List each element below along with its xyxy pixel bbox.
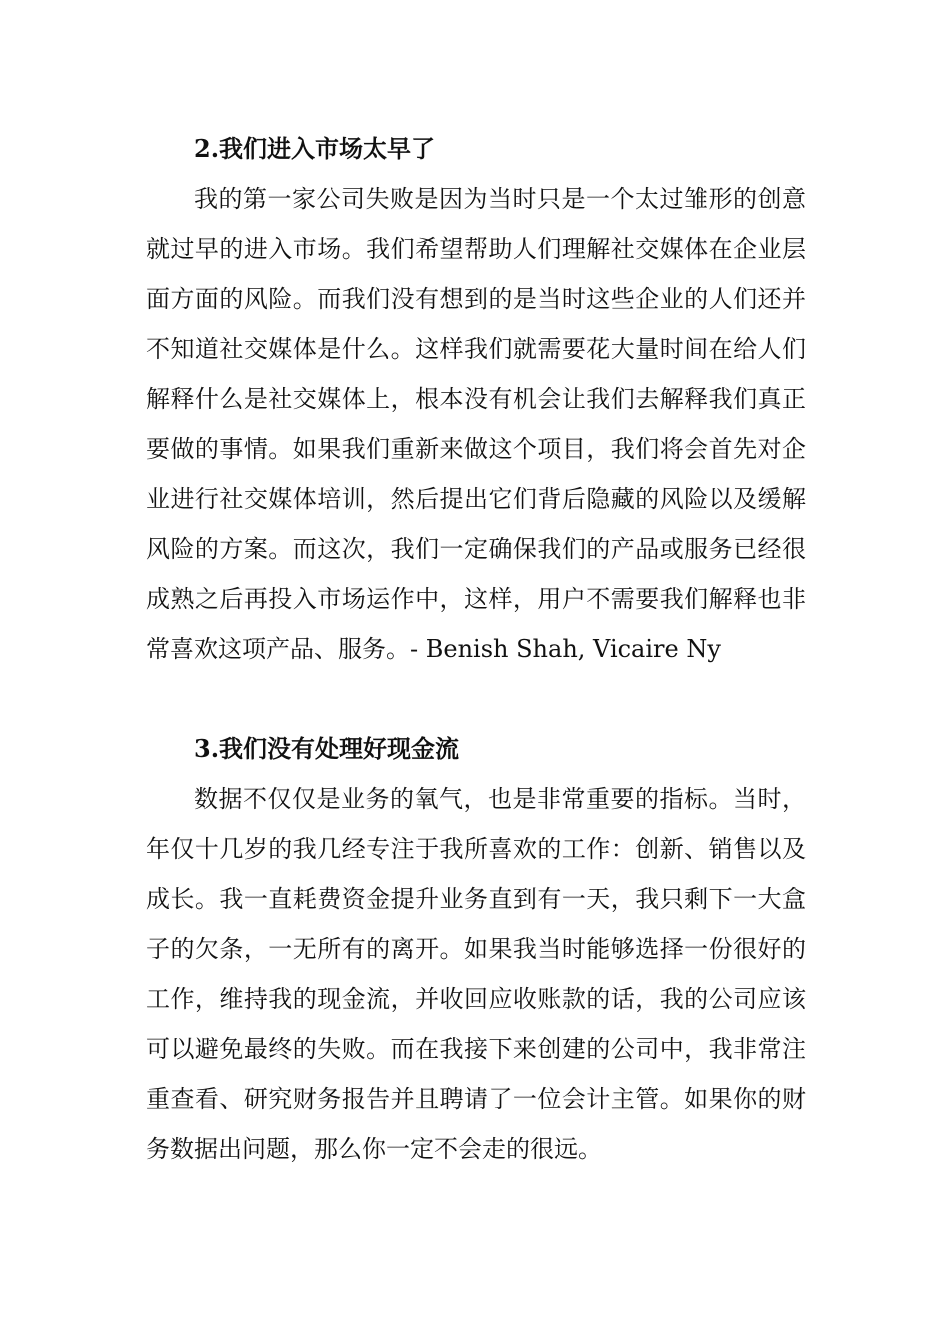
section-spacer xyxy=(146,674,806,724)
section-heading-2: 2.我们进入市场太早了 xyxy=(194,134,436,163)
document-body xyxy=(146,124,806,1174)
section-heading-3: 3.我们没有处理好现金流 xyxy=(194,734,460,763)
section-paragraph-3: 数据不仅仅是业务的氧气，也是非常重要的指标。当时，年仅十几岁的我几经专注于我所喜欢的工作：创新、销售以及成长。我一直耗费资金提升业务直到有一天，我只剩下一大盒子的欠条，一无所有的离开。如果我当时能够选择一份很好的工作，维持我的现金流，并收回应收账款的话，我的公司应该可以避免最终的失败。而在我接下来创建的公司中，我非常注重查看、研究财务报告并且聘请了一位会计主管。如果你的财务数据出问题，那么你一定不会走的很远。 xyxy=(146,785,806,1163)
section-paragraph-2: 我的第一家公司失败是因为当时只是一个太过雏形的创意就过早的进入市场。我们希望帮助人们理解社交媒体在企业层面方面的风险。而我们没有想到的是当时这些企业的人们还并不知道社交媒体是什么。这样我们就需要花大量时间在给人们解释什么是社交媒体上，根本没有机会让我们去解释我们真正要做的事情。如果我们重新来做这个项目，我们将会首先对企业进行社交媒体培训，然后提出它们背后隐藏的风险以及缓解风险的方案。而这次，我们一定确保我们的产品或服务已经很成熟之后再投入市场运作中，这样，用户不需要我们解释也非常喜欢这项产品、服务。- Benish Shah, Vicaire Ny xyxy=(146,185,806,663)
